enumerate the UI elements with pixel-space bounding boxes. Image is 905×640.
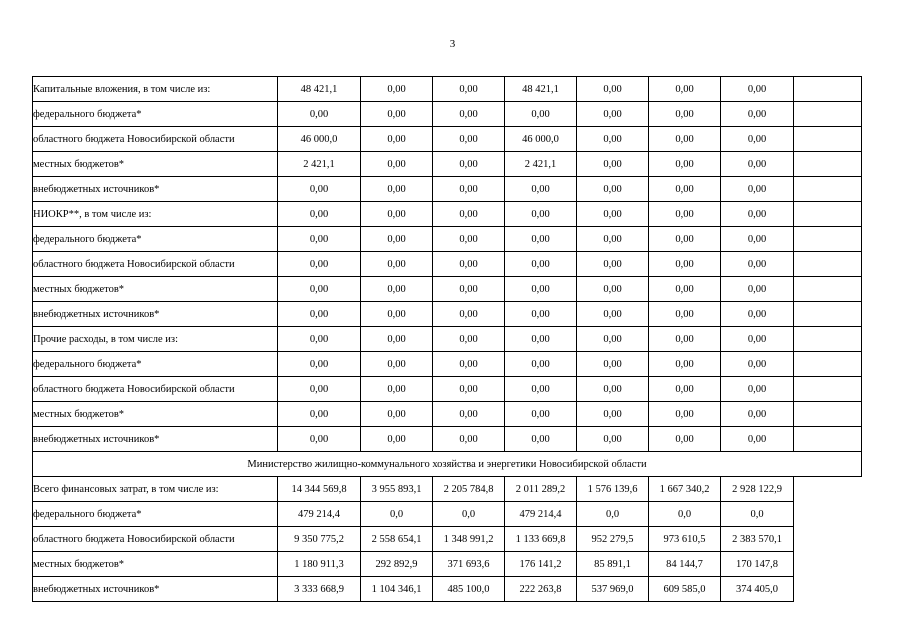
table-row bbox=[33, 402, 862, 427]
empty-cell bbox=[794, 252, 862, 277]
value-cell: 2 383 570,1 bbox=[721, 527, 794, 552]
value-cell: 0,00 bbox=[505, 377, 577, 402]
value-cell: 0,00 bbox=[278, 377, 361, 402]
value-cell: 292 892,9 bbox=[361, 552, 433, 577]
value-cell: 0,00 bbox=[577, 177, 649, 202]
value-cell: 0,00 bbox=[505, 102, 577, 127]
value-cell: 0,00 bbox=[361, 277, 433, 302]
financing-table bbox=[32, 76, 862, 602]
value-cell: 0,00 bbox=[433, 202, 505, 227]
empty-cell bbox=[794, 402, 862, 427]
value-cell: 0,00 bbox=[505, 202, 577, 227]
value-cell: 0,00 bbox=[361, 202, 433, 227]
table-row bbox=[33, 427, 862, 452]
value-cell: 2 558 654,1 bbox=[361, 527, 433, 552]
section-title: Министерство жилищно-коммунального хозяйства и энергетики Новосибирской области bbox=[33, 452, 862, 477]
row-label: внебюджетных источников* bbox=[33, 177, 278, 202]
value-cell: 0,00 bbox=[577, 277, 649, 302]
empty-cell bbox=[794, 377, 862, 402]
value-cell: 0,00 bbox=[361, 427, 433, 452]
value-cell: 0,00 bbox=[505, 277, 577, 302]
value-cell: 0,00 bbox=[577, 127, 649, 152]
value-cell: 0,00 bbox=[649, 127, 721, 152]
value-cell: 0,00 bbox=[278, 427, 361, 452]
value-cell: 485 100,0 bbox=[433, 577, 505, 602]
empty-cell bbox=[794, 302, 862, 327]
empty-cell bbox=[794, 327, 862, 352]
value-cell: 0,00 bbox=[505, 252, 577, 277]
value-cell: 0,00 bbox=[433, 277, 505, 302]
table-row bbox=[33, 227, 862, 252]
row-label: областного бюджета Новосибирской области bbox=[33, 377, 278, 402]
value-cell: 0,00 bbox=[361, 102, 433, 127]
table-row bbox=[33, 102, 862, 127]
value-cell: 0,00 bbox=[649, 102, 721, 127]
value-cell: 0,00 bbox=[721, 102, 794, 127]
value-cell: 0,00 bbox=[721, 177, 794, 202]
row-label: Прочие расходы, в том числе из: bbox=[33, 327, 278, 352]
table-row bbox=[33, 352, 862, 377]
value-cell: 0,00 bbox=[433, 352, 505, 377]
empty-cell bbox=[794, 502, 862, 527]
value-cell: 0,00 bbox=[278, 102, 361, 127]
row-label: местных бюджетов* bbox=[33, 552, 278, 577]
value-cell: 0,00 bbox=[505, 327, 577, 352]
value-cell: 46 000,0 bbox=[505, 127, 577, 152]
value-cell: 0,00 bbox=[721, 302, 794, 327]
value-cell: 14 344 569,8 bbox=[278, 477, 361, 502]
value-cell: 0,00 bbox=[577, 252, 649, 277]
value-cell: 0,00 bbox=[577, 377, 649, 402]
value-cell: 0,00 bbox=[721, 227, 794, 252]
value-cell: 0,00 bbox=[577, 327, 649, 352]
row-label: областного бюджета Новосибирской области bbox=[33, 127, 278, 152]
value-cell: 609 585,0 bbox=[649, 577, 721, 602]
value-cell: 0,00 bbox=[577, 427, 649, 452]
table-body bbox=[33, 77, 862, 602]
row-label: внебюджетных источников* bbox=[33, 427, 278, 452]
empty-cell bbox=[794, 177, 862, 202]
value-cell: 0,00 bbox=[649, 352, 721, 377]
row-label: местных бюджетов* bbox=[33, 152, 278, 177]
value-cell: 2 421,1 bbox=[505, 152, 577, 177]
value-cell: 85 891,1 bbox=[577, 552, 649, 577]
value-cell: 0,00 bbox=[649, 427, 721, 452]
table-row bbox=[33, 277, 862, 302]
value-cell: 0,00 bbox=[649, 302, 721, 327]
value-cell: 0,00 bbox=[649, 227, 721, 252]
value-cell: 0,00 bbox=[577, 202, 649, 227]
value-cell: 3 333 668,9 bbox=[278, 577, 361, 602]
row-label: федерального бюджета* bbox=[33, 502, 278, 527]
value-cell: 0,00 bbox=[433, 227, 505, 252]
value-cell: 176 141,2 bbox=[505, 552, 577, 577]
value-cell: 0,00 bbox=[577, 102, 649, 127]
empty-cell bbox=[794, 152, 862, 177]
table-row bbox=[33, 302, 862, 327]
value-cell: 0,00 bbox=[361, 77, 433, 102]
row-label: федерального бюджета* bbox=[33, 227, 278, 252]
value-cell: 0,00 bbox=[577, 227, 649, 252]
value-cell: 0,00 bbox=[577, 77, 649, 102]
row-label: федерального бюджета* bbox=[33, 102, 278, 127]
empty-cell bbox=[794, 127, 862, 152]
empty-cell bbox=[794, 227, 862, 252]
value-cell: 952 279,5 bbox=[577, 527, 649, 552]
value-cell: 1 133 669,8 bbox=[505, 527, 577, 552]
value-cell: 0,0 bbox=[721, 502, 794, 527]
value-cell: 0,00 bbox=[278, 402, 361, 427]
value-cell: 0,00 bbox=[278, 352, 361, 377]
value-cell: 0,00 bbox=[577, 352, 649, 377]
value-cell: 0,00 bbox=[721, 127, 794, 152]
row-label: Капитальные вложения, в том числе из: bbox=[33, 77, 278, 102]
row-label: федерального бюджета* bbox=[33, 352, 278, 377]
value-cell: 0,00 bbox=[649, 327, 721, 352]
value-cell: 0,00 bbox=[577, 402, 649, 427]
value-cell: 9 350 775,2 bbox=[278, 527, 361, 552]
table-row bbox=[33, 527, 862, 552]
row-label: местных бюджетов* bbox=[33, 402, 278, 427]
empty-cell bbox=[794, 202, 862, 227]
value-cell: 374 405,0 bbox=[721, 577, 794, 602]
value-cell: 0,00 bbox=[278, 252, 361, 277]
value-cell: 0,00 bbox=[433, 402, 505, 427]
value-cell: 84 144,7 bbox=[649, 552, 721, 577]
empty-cell bbox=[794, 552, 862, 577]
value-cell: 0,00 bbox=[505, 227, 577, 252]
value-cell: 2 011 289,2 bbox=[505, 477, 577, 502]
table-row bbox=[33, 477, 862, 502]
value-cell: 0,00 bbox=[433, 127, 505, 152]
empty-cell bbox=[794, 102, 862, 127]
empty-cell bbox=[794, 427, 862, 452]
value-cell: 1 180 911,3 bbox=[278, 552, 361, 577]
value-cell: 0,00 bbox=[649, 277, 721, 302]
value-cell: 48 421,1 bbox=[505, 77, 577, 102]
value-cell: 0,00 bbox=[649, 377, 721, 402]
empty-cell bbox=[794, 77, 862, 102]
value-cell: 0,00 bbox=[433, 177, 505, 202]
value-cell: 0,00 bbox=[278, 227, 361, 252]
value-cell: 0,00 bbox=[649, 202, 721, 227]
value-cell: 0,00 bbox=[505, 352, 577, 377]
value-cell: 0,00 bbox=[721, 402, 794, 427]
value-cell: 0,00 bbox=[361, 177, 433, 202]
table-row bbox=[33, 77, 862, 102]
value-cell: 1 576 139,6 bbox=[577, 477, 649, 502]
value-cell: 479 214,4 bbox=[505, 502, 577, 527]
page-number: 3 bbox=[449, 38, 456, 50]
value-cell: 0,00 bbox=[361, 402, 433, 427]
value-cell: 0,00 bbox=[721, 152, 794, 177]
value-cell: 170 147,8 bbox=[721, 552, 794, 577]
value-cell: 0,00 bbox=[278, 302, 361, 327]
value-cell: 0,00 bbox=[721, 427, 794, 452]
value-cell: 0,00 bbox=[278, 177, 361, 202]
value-cell: 0,00 bbox=[721, 352, 794, 377]
row-label: областного бюджета Новосибирской области bbox=[33, 252, 278, 277]
value-cell: 973 610,5 bbox=[649, 527, 721, 552]
value-cell: 0,00 bbox=[721, 202, 794, 227]
value-cell: 0,00 bbox=[361, 127, 433, 152]
empty-cell bbox=[794, 352, 862, 377]
value-cell: 0,00 bbox=[361, 252, 433, 277]
value-cell: 0,00 bbox=[505, 427, 577, 452]
value-cell: 0,0 bbox=[649, 502, 721, 527]
table-row bbox=[33, 502, 862, 527]
value-cell: 0,00 bbox=[361, 227, 433, 252]
value-cell: 1 348 991,2 bbox=[433, 527, 505, 552]
table-row bbox=[33, 377, 862, 402]
value-cell: 0,00 bbox=[361, 377, 433, 402]
value-cell: 2 205 784,8 bbox=[433, 477, 505, 502]
value-cell: 3 955 893,1 bbox=[361, 477, 433, 502]
value-cell: 537 969,0 bbox=[577, 577, 649, 602]
value-cell: 0,00 bbox=[505, 402, 577, 427]
table-row bbox=[33, 152, 862, 177]
empty-cell bbox=[794, 277, 862, 302]
empty-cell bbox=[794, 577, 862, 602]
value-cell: 0,00 bbox=[721, 77, 794, 102]
value-cell: 0,00 bbox=[433, 377, 505, 402]
value-cell: 0,00 bbox=[649, 77, 721, 102]
value-cell: 0,0 bbox=[361, 502, 433, 527]
row-label: Всего финансовых затрат, в том числе из: bbox=[33, 477, 278, 502]
value-cell: 371 693,6 bbox=[433, 552, 505, 577]
value-cell: 0,00 bbox=[721, 252, 794, 277]
value-cell: 0,00 bbox=[721, 377, 794, 402]
value-cell: 0,00 bbox=[721, 327, 794, 352]
value-cell: 222 263,8 bbox=[505, 577, 577, 602]
value-cell: 48 421,1 bbox=[278, 77, 361, 102]
empty-cell bbox=[794, 527, 862, 552]
section-header-row bbox=[33, 452, 862, 477]
empty-cell bbox=[794, 477, 862, 502]
value-cell: 1 667 340,2 bbox=[649, 477, 721, 502]
value-cell: 0,00 bbox=[433, 77, 505, 102]
value-cell: 0,00 bbox=[649, 252, 721, 277]
table-row bbox=[33, 252, 862, 277]
value-cell: 0,00 bbox=[433, 302, 505, 327]
table-row bbox=[33, 327, 862, 352]
value-cell: 2 928 122,9 bbox=[721, 477, 794, 502]
value-cell: 0,00 bbox=[361, 152, 433, 177]
value-cell: 46 000,0 bbox=[278, 127, 361, 152]
value-cell: 0,0 bbox=[577, 502, 649, 527]
value-cell: 0,00 bbox=[505, 177, 577, 202]
value-cell: 0,00 bbox=[361, 352, 433, 377]
value-cell: 0,00 bbox=[577, 302, 649, 327]
row-label: внебюджетных источников* bbox=[33, 577, 278, 602]
value-cell: 0,00 bbox=[505, 302, 577, 327]
value-cell: 0,00 bbox=[721, 277, 794, 302]
value-cell: 0,00 bbox=[649, 177, 721, 202]
value-cell: 0,00 bbox=[278, 327, 361, 352]
value-cell: 0,00 bbox=[361, 302, 433, 327]
value-cell: 0,00 bbox=[361, 327, 433, 352]
table-row bbox=[33, 552, 862, 577]
row-label: областного бюджета Новосибирской области bbox=[33, 527, 278, 552]
value-cell: 0,00 bbox=[278, 277, 361, 302]
value-cell: 0,00 bbox=[433, 327, 505, 352]
row-label: внебюджетных источников* bbox=[33, 302, 278, 327]
table-row bbox=[33, 577, 862, 602]
value-cell: 0,00 bbox=[577, 152, 649, 177]
value-cell: 0,00 bbox=[433, 152, 505, 177]
value-cell: 0,00 bbox=[649, 152, 721, 177]
row-label: НИОКР**, в том числе из: bbox=[33, 202, 278, 227]
value-cell: 0,00 bbox=[433, 252, 505, 277]
value-cell: 0,0 bbox=[433, 502, 505, 527]
value-cell: 0,00 bbox=[433, 427, 505, 452]
value-cell: 479 214,4 bbox=[278, 502, 361, 527]
table-row bbox=[33, 177, 862, 202]
value-cell: 0,00 bbox=[649, 402, 721, 427]
value-cell: 0,00 bbox=[278, 202, 361, 227]
table-row bbox=[33, 127, 862, 152]
value-cell: 0,00 bbox=[433, 102, 505, 127]
value-cell: 1 104 346,1 bbox=[361, 577, 433, 602]
row-label: местных бюджетов* bbox=[33, 277, 278, 302]
table-row bbox=[33, 202, 862, 227]
value-cell: 2 421,1 bbox=[278, 152, 361, 177]
